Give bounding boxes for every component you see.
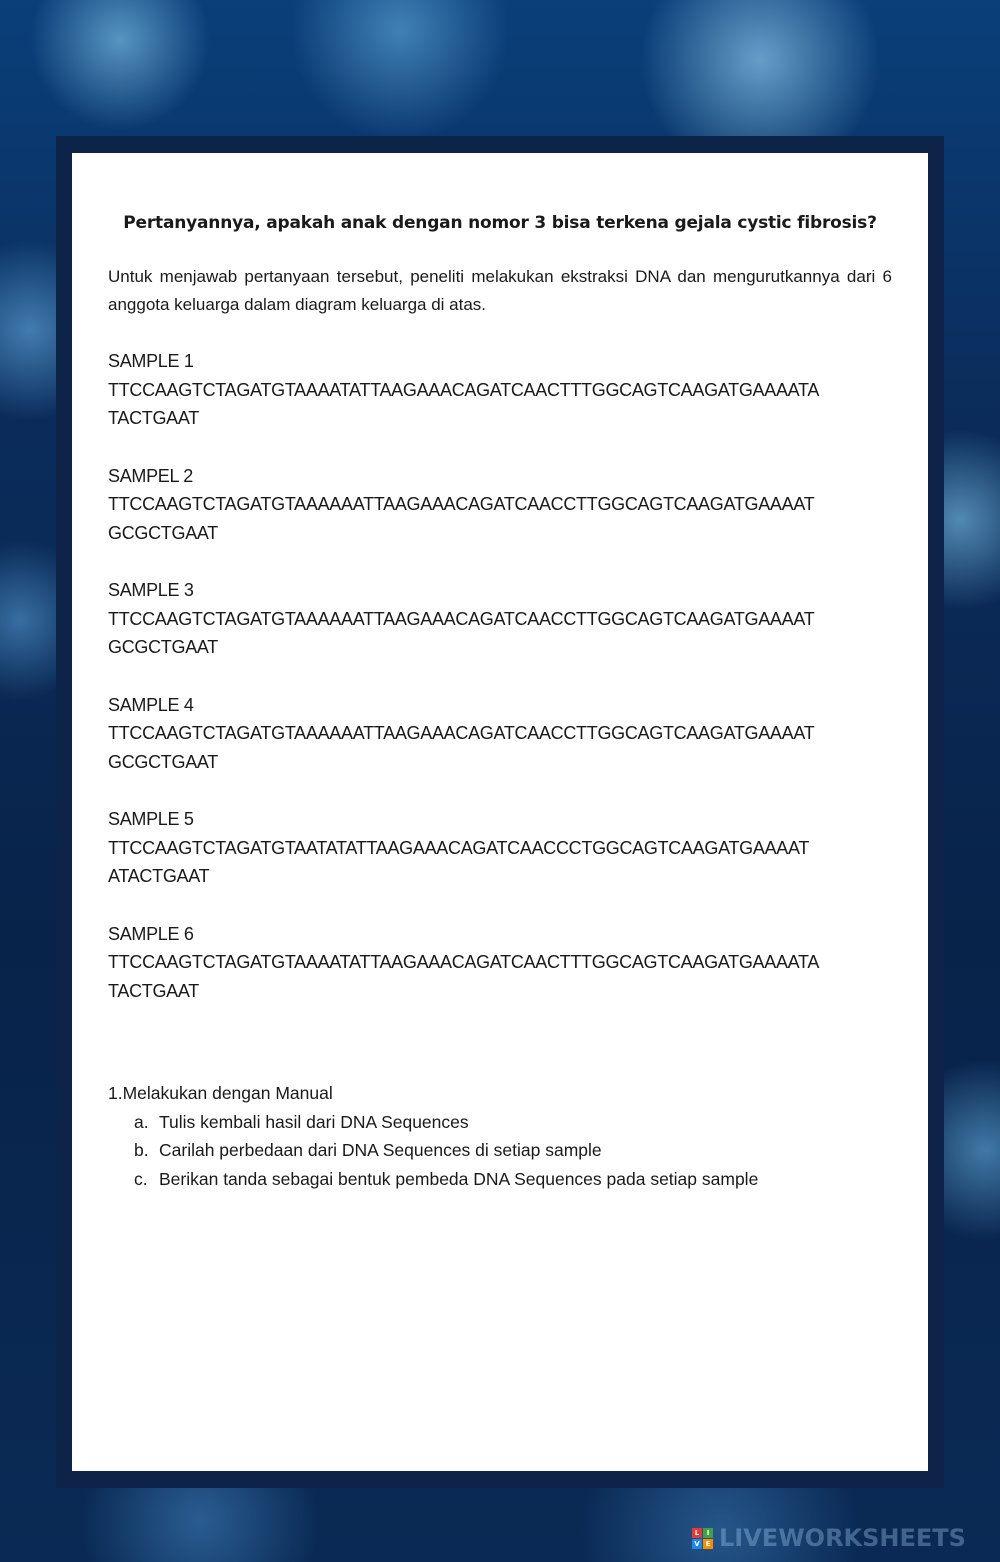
sample-block	[108, 347, 892, 433]
sample-block	[108, 691, 892, 777]
sample-list	[108, 347, 892, 1005]
task-list	[108, 1079, 892, 1193]
intro-paragraph: Untuk menjawab pertanyaan tersebut, peneliti melakukan ekstraksi DNA dan mengurutkannya dari 6 anggota keluarga dalam diagram keluarga di atas.	[108, 267, 892, 314]
question-heading: Pertanyannya, apakah anak dengan nomor 3 bisa terkena gejala cystic fibrosis?	[123, 213, 877, 233]
sample-label: SAMPLE 3	[108, 580, 194, 600]
sample-sequence: TTCCAAGTCTAGATGTAAAATATTAAGAAACAGATCAACTTTGGCAGTCAAGATGAAAATA TACTGAAT	[108, 379, 820, 428]
task-main-item: 1.Melakukan dengan Manual	[108, 1083, 333, 1103]
task-sub-item: c. Berikan tanda sebagai bentuk pembeda DNA Sequences pada setiap sample	[134, 1168, 759, 1189]
worksheet-page	[72, 153, 928, 1471]
sample-sequence: TTCCAAGTCTAGATGTAAAAAATTAAGAAACAGATCAACCTTGGCAGTCAAGATGAAAAT GCGCTGAAT	[108, 608, 815, 657]
sample-sequence: TTCCAAGTCTAGATGTAAAAAATTAAGAAACAGATCAACCTTGGCAGTCAAGATGAAAAT GCGCTGAAT	[108, 723, 815, 772]
sample-block	[108, 462, 892, 548]
sample-block	[108, 576, 892, 662]
task-sub-item: a. Tulis kembali hasil dari DNA Sequences	[134, 1111, 469, 1132]
sample-label: SAMPEL 2	[108, 465, 193, 486]
liveworksheets-logo-icon: L I V E	[692, 1528, 713, 1549]
sample-sequence: TTCCAAGTCTAGATGTAAAATATTAAGAAACAGATCAACTTTGGCAGTCAAGATGAAAATA TACTGAAT	[108, 952, 820, 1001]
liveworksheets-watermark	[692, 1524, 966, 1552]
sample-sequence: TTCCAAGTCTAGATGTAAAAAATTAAGAAACAGATCAACCTTGGCAGTCAAGATGAAAAT GCGCTGAAT	[108, 494, 815, 543]
sample-label: SAMPLE 4	[108, 694, 194, 715]
sample-sequence: TTCCAAGTCTAGATGTAATATATTAAGAAACAGATCAACCCTGGCAGTCAAGATGAAAAT ATACTGAAT	[108, 837, 810, 886]
sample-label: SAMPLE 1	[108, 351, 194, 371]
sample-block	[108, 805, 892, 891]
sample-label: SAMPLE 5	[108, 809, 194, 829]
watermark-text: LIVEWORKSHEETS	[719, 1524, 966, 1552]
task-sub-item: b. Carilah perbedaan dari DNA Sequences di setiap sample	[134, 1140, 602, 1160]
sample-block	[108, 920, 892, 1006]
sample-label: SAMPLE 6	[108, 923, 194, 944]
